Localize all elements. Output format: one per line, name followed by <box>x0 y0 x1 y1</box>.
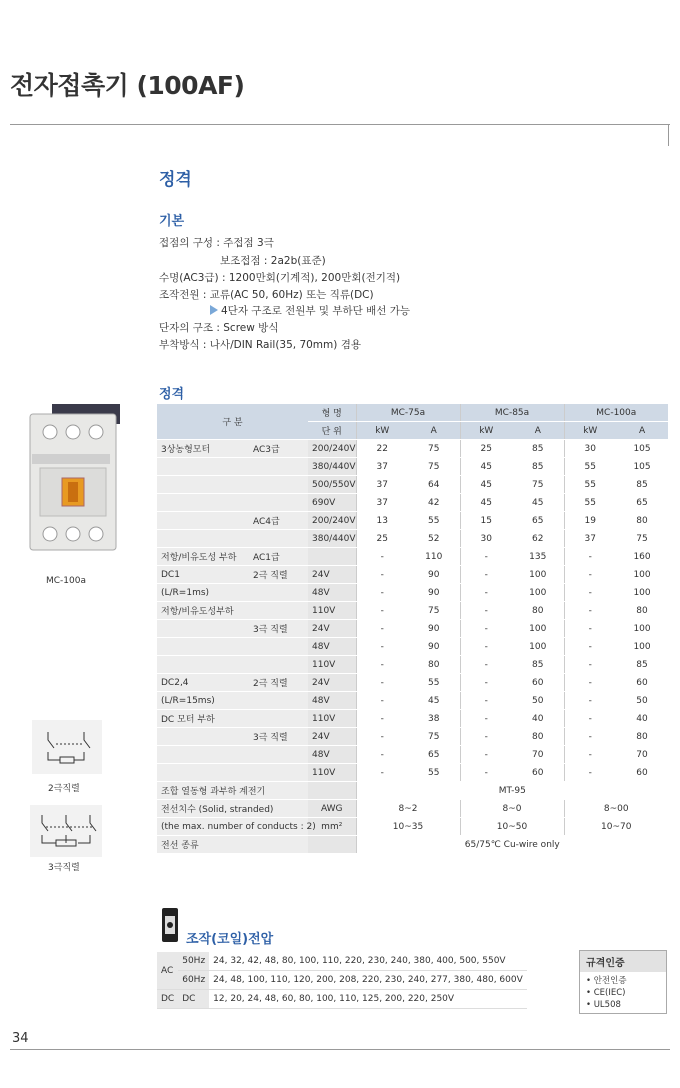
contactor-photo <box>26 404 120 552</box>
spec-line: 단자의 구조 : Screw 방식 <box>159 322 279 334</box>
row-category: (L/R=15ms) <box>157 692 249 710</box>
spec-line: 수명(AC3급) : 1200만회(기계적), 200만회(전기적) <box>159 272 401 284</box>
row-class <box>249 764 308 782</box>
certification-box <box>579 950 667 1014</box>
table-cell: 22 <box>356 440 408 458</box>
table-cell: 55 <box>408 674 460 692</box>
table-cell: 80 <box>408 656 460 674</box>
table-cell: 105 <box>616 440 668 458</box>
table-cell: 90 <box>408 584 460 602</box>
table-cell: 64 <box>408 476 460 494</box>
row-voltage: 200/240V <box>308 512 356 530</box>
row-category <box>157 458 249 476</box>
row-category: 3상농형모터 <box>157 440 249 458</box>
table-cell: 100 <box>616 620 668 638</box>
row-category: (the max. number of conducts : 2) <box>157 818 308 836</box>
table-cell: 37 <box>356 476 408 494</box>
table-cell: 10~35 <box>356 818 460 836</box>
table-cell: 40 <box>616 710 668 728</box>
row-voltage: 380/440V <box>308 530 356 548</box>
table-cell: 40 <box>512 710 564 728</box>
top-divider-end <box>668 124 669 146</box>
table-cell: - <box>356 764 408 782</box>
row-class <box>249 530 308 548</box>
table-cell: 105 <box>616 458 668 476</box>
row-category: 저항/비유도성부하 <box>157 602 249 620</box>
table-cell: 8~2 <box>356 800 460 818</box>
page-number: 34 <box>12 1031 29 1046</box>
table-row <box>157 818 668 836</box>
coil-icon <box>160 906 180 944</box>
row-category <box>157 746 249 764</box>
three-pole-series-diagram <box>30 805 102 857</box>
two-pole-series-diagram <box>32 720 102 774</box>
table-cell: 65 <box>512 512 564 530</box>
table-cell: 80 <box>616 512 668 530</box>
table-cell: 75 <box>408 458 460 476</box>
bottom-divider <box>10 1049 670 1050</box>
table-cell: - <box>460 764 512 782</box>
table-cell: - <box>460 728 512 746</box>
category-header: 구 분 <box>157 404 308 440</box>
row-voltage: 500/550V <box>308 476 356 494</box>
table-row <box>157 656 668 674</box>
table-cell: 60 <box>512 764 564 782</box>
table-row <box>157 620 668 638</box>
table-row <box>157 674 668 692</box>
row-class <box>249 746 308 764</box>
table-cell: 100 <box>616 638 668 656</box>
coil-voltage-title: 조작(코일)전압 <box>186 932 274 947</box>
row-class <box>249 710 308 728</box>
table-row <box>157 494 668 512</box>
table-cell: 75 <box>408 602 460 620</box>
diagram-caption: 3극직렬 <box>48 863 80 873</box>
table-cell: - <box>460 674 512 692</box>
table-row <box>157 692 668 710</box>
table-cell: 25 <box>356 530 408 548</box>
model-header: MC-100a <box>564 404 668 422</box>
coil-voltages: 12, 20, 24, 48, 60, 80, 100, 110, 125, 200, 220, 250V <box>209 990 527 1009</box>
coil-type: DC <box>157 990 178 1009</box>
model-header: MC-85a <box>460 404 564 422</box>
unit-header: A <box>512 422 564 440</box>
coil-voltages: 24, 32, 42, 48, 80, 100, 110, 220, 230, 240, 380, 400, 500, 550V <box>209 952 527 971</box>
coil-voltage-table <box>157 952 527 1009</box>
table-row <box>157 990 527 1009</box>
coil-frequency: DC <box>178 990 209 1009</box>
table-row <box>157 440 668 458</box>
table-cell: 65/75℃ Cu-wire only <box>356 836 668 854</box>
table-cell: 42 <box>408 494 460 512</box>
unit-header: A <box>616 422 668 440</box>
row-category <box>157 494 249 512</box>
table-cell: - <box>356 620 408 638</box>
row-voltage: 200/240V <box>308 440 356 458</box>
row-class <box>249 656 308 674</box>
row-voltage <box>308 836 356 854</box>
row-unit: AWG <box>308 800 356 818</box>
coil-frequency: 60Hz <box>178 971 209 990</box>
row-class <box>249 458 308 476</box>
row-unit: mm² <box>308 818 356 836</box>
table-cell: 100 <box>512 638 564 656</box>
spec-line: 보조접점 : 2a2b(표준) <box>220 255 326 267</box>
coil-frequency: 50Hz <box>178 952 209 971</box>
spec-line: 부착방식 : 나사/DIN Rail(35, 70mm) 겸용 <box>159 339 361 351</box>
table-row <box>157 782 668 800</box>
table-cell: 8~0 <box>460 800 564 818</box>
table-cell: - <box>564 674 616 692</box>
table-cell: - <box>564 566 616 584</box>
row-voltage: 380/440V <box>308 458 356 476</box>
table-cell: 50 <box>512 692 564 710</box>
table-cell: 65 <box>408 746 460 764</box>
table-cell: - <box>356 746 408 764</box>
table-cell: 19 <box>564 512 616 530</box>
table-cell: 80 <box>512 602 564 620</box>
table-cell: 60 <box>512 674 564 692</box>
table-cell: 10~70 <box>564 818 668 836</box>
table-cell: - <box>564 728 616 746</box>
table-cell: - <box>460 566 512 584</box>
table-header-row <box>157 404 668 422</box>
row-class: 3극 직렬 <box>249 728 308 746</box>
top-divider <box>10 124 670 125</box>
table-cell: - <box>460 710 512 728</box>
row-category <box>157 764 249 782</box>
row-voltage: 110V <box>308 656 356 674</box>
row-voltage: 48V <box>308 746 356 764</box>
row-class: 2극 직렬 <box>249 566 308 584</box>
unit-header: kW <box>356 422 408 440</box>
row-voltage: 48V <box>308 638 356 656</box>
table-cell: - <box>460 656 512 674</box>
basic-heading: 기본 <box>159 214 185 229</box>
table-cell: MT-95 <box>356 782 668 800</box>
table-cell: 70 <box>616 746 668 764</box>
table-cell: - <box>356 566 408 584</box>
table-cell: 65 <box>616 494 668 512</box>
table-row <box>157 458 668 476</box>
rating-heading: 정격 <box>159 387 185 402</box>
table-cell: 85 <box>616 476 668 494</box>
table-cell: 38 <box>408 710 460 728</box>
unit-header: A <box>408 422 460 440</box>
row-voltage: 690V <box>308 494 356 512</box>
row-category: DC2,4 <box>157 674 249 692</box>
table-row <box>157 584 668 602</box>
unit-header: kW <box>460 422 512 440</box>
rating-table <box>157 404 668 854</box>
table-cell: - <box>564 602 616 620</box>
row-voltage: 48V <box>308 584 356 602</box>
cert-item: • UL508 <box>586 1000 621 1010</box>
cert-item: • CE(IEC) <box>586 988 626 998</box>
table-cell: 8~00 <box>564 800 668 818</box>
table-cell: - <box>564 584 616 602</box>
table-cell: - <box>564 710 616 728</box>
table-cell: 55 <box>408 764 460 782</box>
row-class <box>249 602 308 620</box>
table-cell: 45 <box>460 476 512 494</box>
table-cell: 90 <box>408 620 460 638</box>
table-cell: 45 <box>408 692 460 710</box>
unit-header: kW <box>564 422 616 440</box>
table-cell: 75 <box>408 440 460 458</box>
table-cell: 55 <box>564 494 616 512</box>
coil-type: AC <box>157 952 178 990</box>
row-voltage: 110V <box>308 602 356 620</box>
table-cell: 90 <box>408 638 460 656</box>
table-row <box>157 800 668 818</box>
row-voltage: 24V <box>308 674 356 692</box>
table-cell: - <box>564 656 616 674</box>
table-cell: - <box>564 692 616 710</box>
table-cell: 60 <box>616 674 668 692</box>
table-cell: - <box>460 584 512 602</box>
table-cell: 45 <box>512 494 564 512</box>
table-cell: 80 <box>512 728 564 746</box>
table-cell: - <box>564 746 616 764</box>
row-class <box>249 692 308 710</box>
row-class <box>249 638 308 656</box>
table-cell: 55 <box>564 458 616 476</box>
table-cell: 100 <box>616 566 668 584</box>
table-row <box>157 836 668 854</box>
row-class: AC4급 <box>249 512 308 530</box>
table-cell: 75 <box>512 476 564 494</box>
table-row <box>157 746 668 764</box>
row-category: 전선 종류 <box>157 836 308 854</box>
table-cell: - <box>356 728 408 746</box>
table-row <box>157 566 668 584</box>
cert-title: 규격인증 <box>580 951 666 972</box>
table-cell: 30 <box>460 530 512 548</box>
table-cell: 100 <box>512 566 564 584</box>
row-class <box>249 494 308 512</box>
table-cell: - <box>356 584 408 602</box>
table-cell: 75 <box>408 728 460 746</box>
row-class: 2극 직렬 <box>249 674 308 692</box>
table-row <box>157 638 668 656</box>
table-cell: 10~50 <box>460 818 564 836</box>
table-row <box>157 952 527 971</box>
page-title: 전자접촉기 (100AF) <box>10 71 245 100</box>
table-cell: 90 <box>408 566 460 584</box>
table-cell: - <box>356 692 408 710</box>
row-class: AC1급 <box>249 548 308 566</box>
table-cell: 70 <box>512 746 564 764</box>
row-voltage: 24V <box>308 566 356 584</box>
table-row <box>157 728 668 746</box>
row-category <box>157 530 249 548</box>
row-voltage: 24V <box>308 620 356 638</box>
table-cell: - <box>460 638 512 656</box>
model-label: 형 명 <box>308 404 356 422</box>
table-row <box>157 530 668 548</box>
row-category: 조합 열동형 과부하 계전기 <box>157 782 308 800</box>
table-cell: - <box>460 602 512 620</box>
table-cell: - <box>564 638 616 656</box>
coil-voltages: 24, 48, 100, 110, 120, 200, 208, 220, 230, 240, 277, 380, 480, 600V <box>209 971 527 990</box>
table-row <box>157 764 668 782</box>
diagram-caption: 2극직렬 <box>48 784 80 794</box>
table-cell: 30 <box>564 440 616 458</box>
row-category: DC1 <box>157 566 249 584</box>
table-cell: - <box>356 710 408 728</box>
row-category: 저항/비유도성 부하 <box>157 548 249 566</box>
row-class: AC3급 <box>249 440 308 458</box>
table-row <box>157 602 668 620</box>
spec-line-note <box>210 303 410 318</box>
row-category <box>157 638 249 656</box>
row-category <box>157 512 249 530</box>
table-cell: 85 <box>616 656 668 674</box>
row-category <box>157 656 249 674</box>
row-category: 전선치수 (Solid, stranded) <box>157 800 308 818</box>
table-cell: 45 <box>460 494 512 512</box>
table-cell: 160 <box>616 548 668 566</box>
photo-caption: MC-100a <box>46 576 86 586</box>
table-cell: 135 <box>512 548 564 566</box>
table-cell: 80 <box>616 602 668 620</box>
model-header: MC-75a <box>356 404 460 422</box>
table-cell: - <box>564 548 616 566</box>
table-row <box>157 971 527 990</box>
unit-label: 단 위 <box>308 422 356 440</box>
row-category: (L/R=1ms) <box>157 584 249 602</box>
table-cell: 15 <box>460 512 512 530</box>
row-voltage: 48V <box>308 692 356 710</box>
table-cell: - <box>356 656 408 674</box>
table-cell: - <box>356 674 408 692</box>
table-cell: 55 <box>408 512 460 530</box>
table-cell: 110 <box>408 548 460 566</box>
table-row <box>157 512 668 530</box>
table-cell: 45 <box>460 458 512 476</box>
row-voltage <box>308 782 356 800</box>
cert-item: • 안전인증 <box>586 976 627 986</box>
table-cell: 13 <box>356 512 408 530</box>
row-voltage: 24V <box>308 728 356 746</box>
table-cell: - <box>460 620 512 638</box>
table-cell: 100 <box>512 584 564 602</box>
table-row <box>157 710 668 728</box>
row-class <box>249 476 308 494</box>
spec-line: 조작전원 : 교류(AC 50, 60Hz) 또는 직류(DC) <box>159 289 374 301</box>
row-category <box>157 728 249 746</box>
table-cell: - <box>356 638 408 656</box>
table-cell: 100 <box>512 620 564 638</box>
table-cell: - <box>460 548 512 566</box>
table-cell: 60 <box>616 764 668 782</box>
table-cell: 85 <box>512 656 564 674</box>
spec-note-text: 4단자 구조로 전원부 및 부하단 배선 가능 <box>221 305 410 317</box>
table-cell: 52 <box>408 530 460 548</box>
table-cell: - <box>564 764 616 782</box>
table-cell: 55 <box>564 476 616 494</box>
table-cell: 75 <box>616 530 668 548</box>
table-cell: - <box>460 692 512 710</box>
table-cell: 37 <box>564 530 616 548</box>
row-class <box>249 584 308 602</box>
row-category <box>157 476 249 494</box>
table-cell: 37 <box>356 494 408 512</box>
table-cell: 25 <box>460 440 512 458</box>
table-cell: - <box>460 746 512 764</box>
table-cell: 85 <box>512 440 564 458</box>
table-cell: - <box>356 548 408 566</box>
spec-line: 접점의 구성 : 주접점 3극 <box>159 237 274 249</box>
row-category <box>157 620 249 638</box>
table-row <box>157 476 668 494</box>
row-voltage: 110V <box>308 764 356 782</box>
table-cell: 50 <box>616 692 668 710</box>
section-title: 정격 <box>159 170 192 190</box>
table-row <box>157 548 668 566</box>
row-class: 3극 직렬 <box>249 620 308 638</box>
table-cell: 85 <box>512 458 564 476</box>
row-voltage: 110V <box>308 710 356 728</box>
table-cell: 100 <box>616 584 668 602</box>
table-cell: - <box>564 620 616 638</box>
row-category: DC 모터 부하 <box>157 710 249 728</box>
table-cell: 80 <box>616 728 668 746</box>
table-cell: - <box>356 602 408 620</box>
table-cell: 62 <box>512 530 564 548</box>
arrow-right-icon <box>210 305 218 315</box>
table-cell: 37 <box>356 458 408 476</box>
row-voltage <box>308 548 356 566</box>
